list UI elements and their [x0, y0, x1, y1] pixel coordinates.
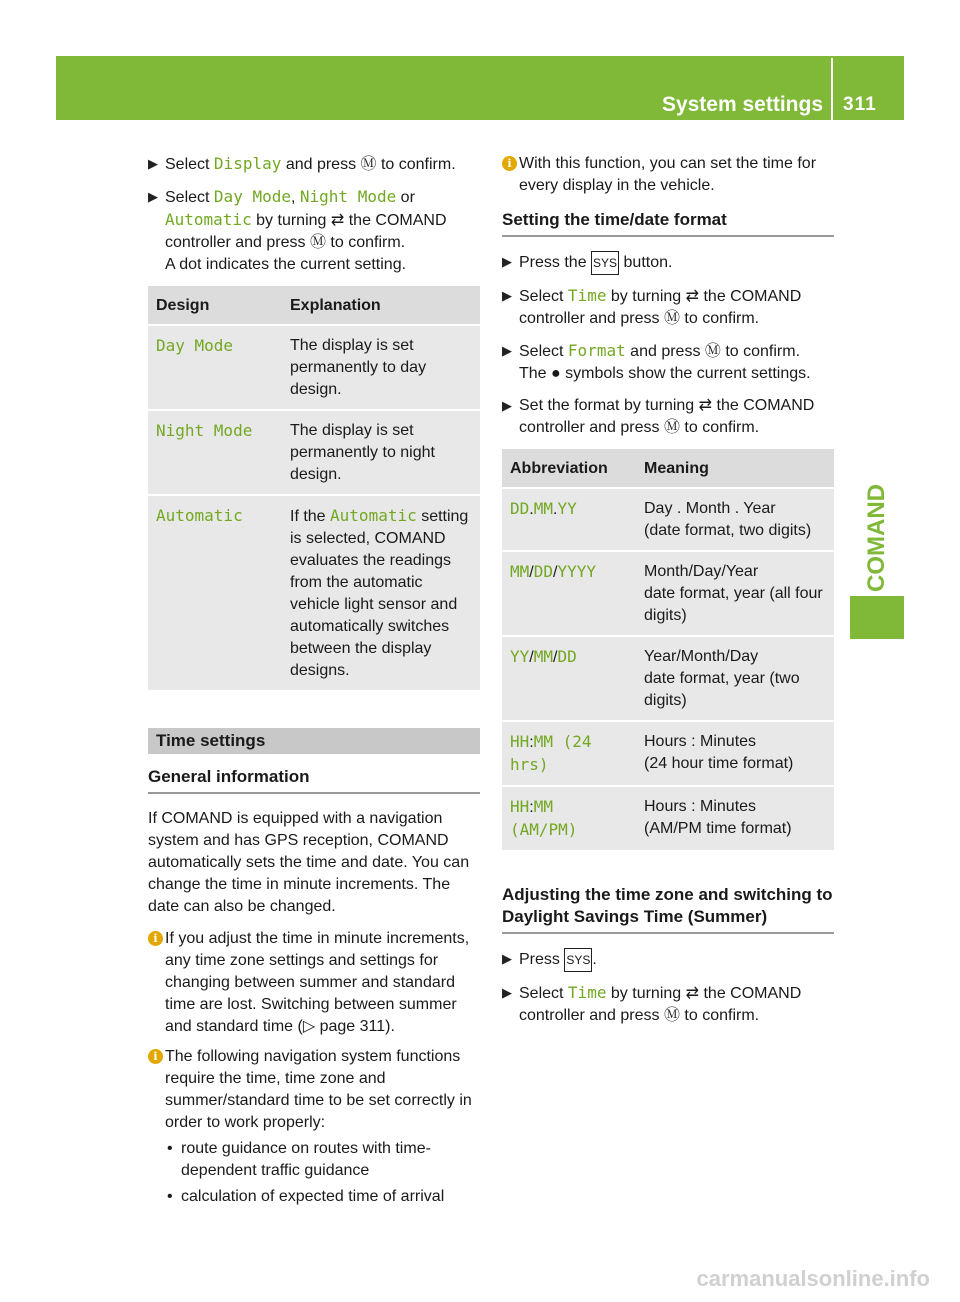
- right-column: [502, 153, 834, 1037]
- arrow-icon: ▶: [502, 288, 512, 303]
- paragraph: If COMAND is equipped with a navigation system and has GPS reception, COMAND automatically sets the time and date. You can change the time in minute increments. The date can also be changed.: [148, 810, 470, 915]
- table-header: Explanation: [282, 286, 480, 325]
- step: ▶ Select Display and press Ⓜ to confirm.: [148, 154, 456, 173]
- info-icon: i: [148, 1049, 163, 1064]
- info-icon: i: [148, 931, 163, 946]
- step: ▶ Press the SYS button.: [502, 251, 834, 275]
- table-header: Design: [148, 286, 282, 325]
- design-table: [148, 286, 480, 690]
- step: ▶ Select Time by turning ⇄ the COMAND controller and press Ⓜ to confirm.: [502, 983, 802, 1024]
- code-text: Display: [213, 154, 282, 173]
- watermark: carmanualsonline.info: [696, 1266, 930, 1291]
- arrow-icon: ▶: [502, 343, 512, 358]
- side-label: COMAND: [863, 484, 890, 592]
- table-row: HH:MM (AM/PM) Hours : Minutes (AM/PM time format): [502, 786, 834, 850]
- step: ▶ Select Day Mode, Night Mode or Automatic by turning ⇄ the COMAND controller and press Ⓜ to confirm. A dot indicates the current setting.: [148, 186, 480, 276]
- arrow-icon: ▶: [502, 985, 512, 1000]
- info-icon: i: [502, 156, 517, 171]
- subheading: Adjusting the time zone and switching to Daylight Savings Time (Summer): [502, 884, 834, 934]
- info-note: i With this function, you can set the time for every display in the vehicle.: [502, 153, 834, 197]
- step: ▶ Set the format by turning ⇄ the COMAND controller and press Ⓜ to confirm.: [502, 397, 815, 436]
- sys-button-icon: SYS: [591, 251, 619, 275]
- table-row: Automatic If the Automatic setting is selected, COMAND evaluates the readings from the automatic vehicle light sensor and automatically switches between the display designs.: [148, 495, 480, 690]
- header-title: System settings: [661, 93, 823, 116]
- page-number: 311: [843, 94, 877, 115]
- info-note: i If you adjust the time in minute increments, any time zone settings and settings for changing between summer and standard time are lost. Switching between summer and standard time (▷ page 311).: [148, 928, 480, 1038]
- step-note: A dot indicates the current setting.: [165, 256, 407, 273]
- list-item: • calculation of expected time of arrival: [167, 1188, 445, 1205]
- section-title: Time settings: [148, 728, 480, 754]
- header-separator: [831, 58, 833, 120]
- step: ▶ Select Time by turning ⇄ the COMAND controller and press Ⓜ to confirm.: [502, 286, 802, 327]
- table-row: Day Mode The display is set permanently to day design.: [148, 325, 480, 410]
- arrow-icon: ▶: [502, 951, 512, 966]
- subheading: Setting the time/date format: [502, 209, 834, 237]
- arrow-icon: ▶: [148, 156, 158, 171]
- left-column: [148, 153, 480, 1216]
- arrow-icon: ▶: [148, 189, 158, 204]
- table-header: Abbreviation: [502, 449, 636, 488]
- sys-button-icon: SYS: [564, 948, 592, 972]
- arrow-icon: ▶: [502, 398, 512, 413]
- info-note: i The following navigation system functions require the time, time zone and summer/standard time to be set correctly in order to work properly: • route guidance on routes with time-dependent traffic guidance • calculation of expected time of arrival: [148, 1046, 480, 1208]
- arrow-icon: ▶: [502, 254, 512, 269]
- table-row: YY/MM/DD Year/Month/Day date format, year (two digits): [502, 636, 834, 721]
- step: ▶ Press SYS .: [502, 948, 834, 972]
- format-table: [502, 449, 834, 850]
- step: ▶ Select Format and press Ⓜ to confirm. The ● symbols show the current settings.: [502, 341, 811, 382]
- table-row: Night Mode The display is set permanently to night design.: [148, 410, 480, 495]
- subheading: General information: [148, 766, 480, 794]
- table-header: Meaning: [636, 449, 834, 488]
- list-item: • route guidance on routes with time-dependent traffic guidance: [167, 1140, 431, 1179]
- table-row: HH:MM (24 hrs) Hours : Minutes (24 hour time format): [502, 721, 834, 786]
- table-row: DD.MM.YY Day . Month . Year (date format, two digits): [502, 488, 834, 551]
- side-marker: [850, 596, 904, 639]
- table-row: MM/DD/YYYY Month/Day/Year date format, year (all four digits): [502, 551, 834, 636]
